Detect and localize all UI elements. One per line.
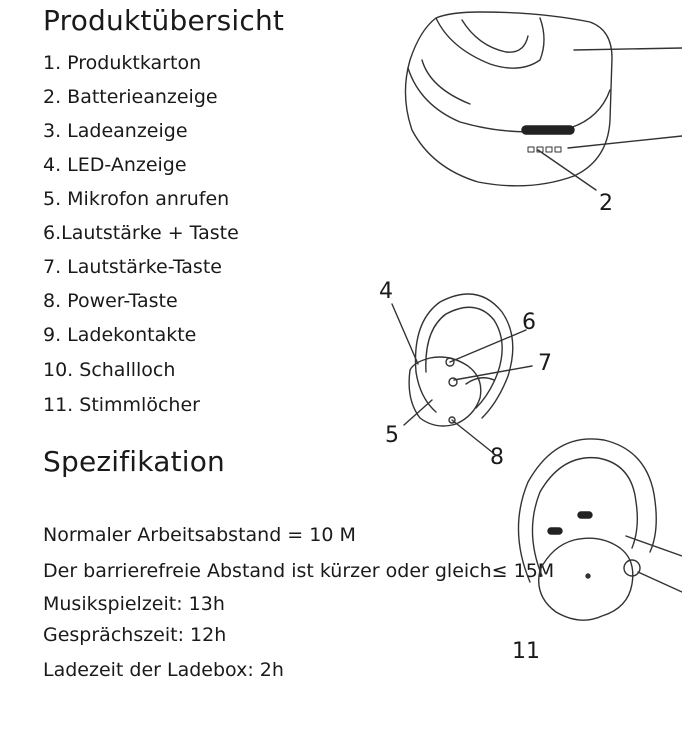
spec-line: Gesprächszeit: 12h — [43, 624, 227, 646]
callout-label: 7 — [538, 351, 552, 376]
list-item: 4. LED-Anzeige — [43, 154, 187, 176]
list-item: 9. Ladekontakte — [43, 324, 197, 346]
spec-line: Musikspielzeit: 13h — [43, 593, 225, 615]
list-item: 7. Lautstärke-Taste — [43, 256, 222, 278]
list-item: 6.Lautstärke + Taste — [43, 222, 239, 244]
spec-line: Normaler Arbeitsabstand = 10 M — [43, 524, 356, 546]
callout-label: 11 — [512, 639, 540, 664]
list-item: 10. Schallloch — [43, 359, 176, 381]
list-item: 2. Batterieanzeige — [43, 86, 218, 108]
charging-case — [405, 12, 612, 186]
list-item: 5. Mikrofon anrufen — [43, 188, 230, 210]
list-item: 8. Power-Taste — [43, 290, 178, 312]
callout-label: 4 — [379, 279, 393, 304]
overview-title: Produktübersicht — [43, 4, 285, 37]
callout-label: 6 — [522, 310, 536, 335]
spec-title: Spezifikation — [43, 445, 226, 478]
list-item: 3. Ladeanzeige — [43, 120, 188, 142]
earbud-front-view — [518, 439, 656, 620]
list-item: 11. Stimmlöcher — [43, 394, 200, 416]
spec-line: Ladezeit der Ladebox: 2h — [43, 659, 284, 681]
callout-label: 2 — [599, 191, 613, 216]
list-item: 1. Produktkarton — [43, 52, 202, 74]
callout-label: 8 — [490, 445, 504, 470]
callout-label: 5 — [385, 423, 399, 448]
spec-line: Der barrierefreie Abstand ist kürzer oder gleich≤ 15M — [43, 560, 555, 582]
